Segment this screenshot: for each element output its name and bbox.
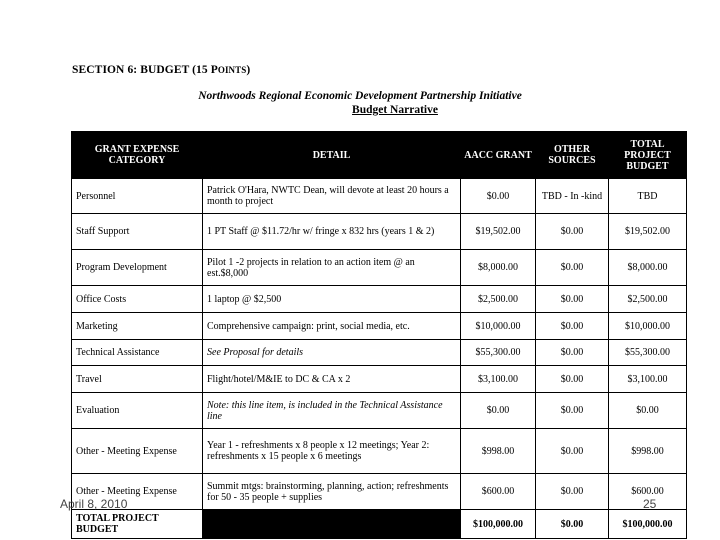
cell-aacc: $10,000.00 xyxy=(461,313,536,340)
cell-other: $0.00 xyxy=(536,366,609,393)
section-title-text: SECTION 6: BUDGET (15 P xyxy=(72,64,218,76)
table-row xyxy=(72,429,687,474)
cell-category: Program Development xyxy=(72,250,203,286)
total-other: $0.00 xyxy=(536,510,609,539)
cell-other: $0.00 xyxy=(536,286,609,313)
total-aacc: $100,000.00 xyxy=(461,510,536,539)
cell-other: $0.00 xyxy=(536,313,609,340)
table-row xyxy=(72,393,687,429)
table-row xyxy=(72,214,687,250)
cell-aacc: $600.00 xyxy=(461,474,536,510)
section-title-suffix: ) xyxy=(246,64,251,76)
cell-category: Other - Meeting Expense xyxy=(72,429,203,474)
cell-total: TBD xyxy=(609,179,687,214)
total-row xyxy=(72,510,687,539)
cell-aacc: $19,502.00 xyxy=(461,214,536,250)
cell-total: $2,500.00 xyxy=(609,286,687,313)
cell-category: Marketing xyxy=(72,313,203,340)
cell-aacc: $0.00 xyxy=(461,179,536,214)
cell-total: $998.00 xyxy=(609,429,687,474)
cell-detail: See Proposal for details xyxy=(203,340,461,366)
cell-category: Staff Support xyxy=(72,214,203,250)
cell-detail: 1 PT Staff @ $11.72/hr w/ fringe x 832 hrs (years 1 & 2) xyxy=(203,214,461,250)
footer-page-number: 25 xyxy=(643,497,657,511)
total-budget: $100,000.00 xyxy=(609,510,687,539)
table-header-row xyxy=(72,132,687,179)
cell-detail: 1 laptop @ $2,500 xyxy=(203,286,461,313)
cell-detail: Patrick O'Hara, NWTC Dean, will devote at least 20 hours a month to project xyxy=(203,179,461,214)
document-title: Northwoods Regional Economic Development Partnership Initiative xyxy=(198,90,522,102)
document-subtitle: Budget Narrative xyxy=(352,104,438,116)
cell-total: $3,100.00 xyxy=(609,366,687,393)
cell-category: Evaluation xyxy=(72,393,203,429)
cell-other: TBD - In -kind xyxy=(536,179,609,214)
cell-total: $10,000.00 xyxy=(609,313,687,340)
cell-aacc: $0.00 xyxy=(461,393,536,429)
cell-detail: Comprehensive campaign: print, social media, etc. xyxy=(203,313,461,340)
cell-other: $0.00 xyxy=(536,250,609,286)
table-row xyxy=(72,286,687,313)
total-detail-blank xyxy=(203,510,461,539)
cell-total: $0.00 xyxy=(609,393,687,429)
cell-other: $0.00 xyxy=(536,474,609,510)
cell-other: $0.00 xyxy=(536,214,609,250)
section-title xyxy=(72,64,250,76)
section-title-smallcaps: OINTS xyxy=(217,65,247,75)
cell-detail: Flight/hotel/M&IE to DC & CA x 2 xyxy=(203,366,461,393)
table-row xyxy=(72,179,687,214)
cell-total: $8,000.00 xyxy=(609,250,687,286)
header-aacc-grant: AACC GRANT xyxy=(461,132,536,179)
cell-category: Personnel xyxy=(72,179,203,214)
footer-date: April 8, 2010 xyxy=(60,497,128,511)
cell-total: $600.00 xyxy=(609,474,687,510)
cell-total: $19,502.00 xyxy=(609,214,687,250)
cell-aacc: $2,500.00 xyxy=(461,286,536,313)
table-row xyxy=(72,313,687,340)
cell-aacc: $998.00 xyxy=(461,429,536,474)
header-other-sources: OTHER SOURCES xyxy=(536,132,609,179)
cell-category: Office Costs xyxy=(72,286,203,313)
cell-total: $55,300.00 xyxy=(609,340,687,366)
cell-detail: Summit mtgs: brainstorming, planning, action; refreshments for 50 - 35 people + supplies xyxy=(203,474,461,510)
cell-other: $0.00 xyxy=(536,393,609,429)
table-row xyxy=(72,340,687,366)
header-total-budget: TOTAL PROJECT BUDGET xyxy=(609,132,687,179)
cell-aacc: $8,000.00 xyxy=(461,250,536,286)
cell-detail: Note: this line item, is included in the Technical Assistance line xyxy=(203,393,461,429)
cell-category: Technical Assistance xyxy=(72,340,203,366)
header-detail: DETAIL xyxy=(203,132,461,179)
cell-aacc: $3,100.00 xyxy=(461,366,536,393)
cell-detail: Year 1 - refreshments x 8 people x 12 meetings; Year 2: refreshments x 15 people x 6 meetings xyxy=(203,429,461,474)
table-row xyxy=(72,474,687,510)
cell-other: $0.00 xyxy=(536,429,609,474)
table-row xyxy=(72,366,687,393)
total-label: TOTAL PROJECT BUDGET xyxy=(72,510,203,539)
cell-category: Other - Meeting Expense xyxy=(72,474,203,510)
table-row xyxy=(72,250,687,286)
budget-table xyxy=(71,131,687,539)
cell-aacc: $55,300.00 xyxy=(461,340,536,366)
cell-other: $0.00 xyxy=(536,340,609,366)
cell-category: Travel xyxy=(72,366,203,393)
header-category: GRANT EXPENSE CATEGORY xyxy=(72,132,203,179)
cell-detail: Pilot 1 -2 projects in relation to an action item @ an est.$8,000 xyxy=(203,250,461,286)
